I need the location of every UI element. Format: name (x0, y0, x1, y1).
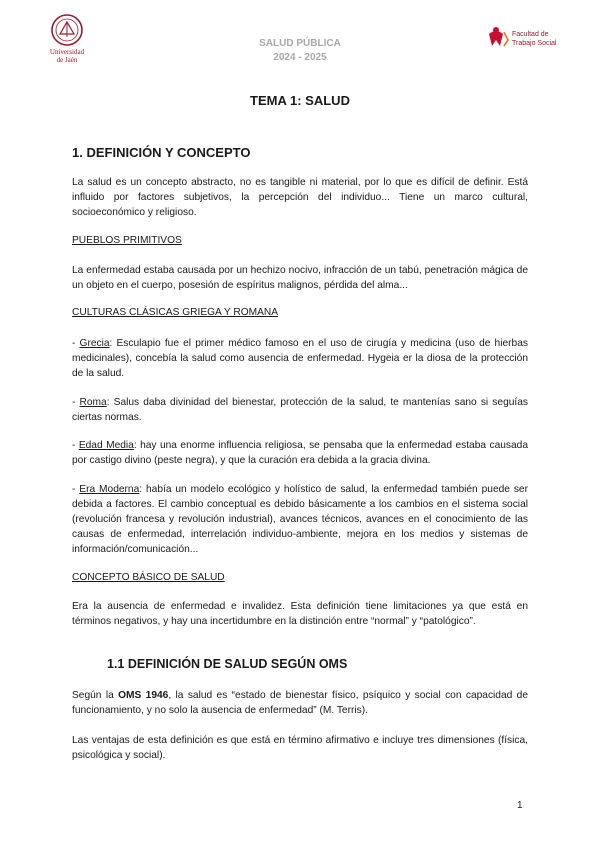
subheading-concepto: CONCEPTO BÁSICO DE SALUD (72, 572, 225, 583)
grecia-text: : Esculapio fue el primer médico famoso en el uso de cirugía y medicina (uso de hierbas medicinales), concebía la salud como ausencia de enfermedad. Hygeia er la diosa de la protección de la salud. (72, 338, 528, 379)
subheading-pueblos: PUEBLOS PRIMITIVOS (72, 235, 182, 246)
edad-media-label: Edad Media (78, 440, 134, 451)
intro-paragraph: La salud es un concepto abstracto, no es tangible ni material, por lo que es difícil de definir. Está influido por factores subjetivos, la percepción del individuo... Tiene un marco cultural, socioeconómico y religioso. (72, 177, 528, 218)
subheading-culturas: CULTURAS CLÁSICAS GRIEGA Y ROMANA (72, 307, 279, 318)
concepto-paragraph: Era la ausencia de enfermedad e invalidez. Esta definición tiene limitaciones ya que está en términos negativos, y hay una incertidumbre en la distinción entre “normal” y “patológico”. (72, 601, 528, 627)
oms-paragraph (72, 688, 528, 718)
oms-bold: OMS 1946 (118, 690, 169, 701)
oms-text: , la salud es “estado de bienestar físico, psíquico y social con capacidad de funcionamiento, y no solo la ausencia de enfermedad” (M. Terris). (72, 690, 528, 716)
ventajas-paragraph: Las ventajas de esta definición es que está en término afirmativo e incluye tres dimensiones (física, psicológica y social). (72, 735, 528, 761)
grecia-label: Grecia (79, 338, 110, 349)
faculty-text-line1: Facultad de (512, 31, 549, 38)
roma-label: Roma (79, 397, 107, 408)
grecia-paragraph: - Grecia: Esculapio fue el primer médico famoso en el uso de cirugía y medicina (uso de hierbas medicinales), concebía la salud como ausencia de enfermedad. Hygeia er la diosa de la protección de la salud. (72, 338, 528, 379)
oms-prefix: Según la (72, 690, 119, 701)
faculty-logo (486, 24, 574, 50)
page-number: 1 (517, 800, 523, 811)
course-year: 2024 - 2025 (273, 52, 327, 63)
roma-text: : Salus daba divinidad del bienestar, protección de la salud, te mantenías sano si seguías ciertas normas. (72, 397, 528, 423)
era-moderna-paragraph: - Era Moderna: había un modelo ecológico y holístico de salud, la enfermedad también puede ser debida a factores. El cambio conceptual es debido básicamente a los cambios en el sistema social (revolución francesa y revolución industrial), avances técnicos, avances en el conocimiento de las causas de enfermedad, interrelación individuo-ambiente, mejora en los medios y sistemas de información/comunicación... (72, 484, 528, 555)
roma-paragraph: - Roma: Salus daba divinidad del bienestar, protección de la salud, te mantenías sano si seguías ciertas normas. (72, 397, 528, 423)
faculty-text-line2: Trabajo Social (512, 40, 557, 47)
pueblos-paragraph: La enfermedad estaba causada por un hechizo nocivo, infracción de un tabú, penetración mágica de un objeto en el cuerpo, posesión de espíritus malignos, pérdida del alma... (72, 265, 528, 291)
era-moderna-label: Era Moderna (79, 484, 140, 495)
logo-text-line1: Universidad (49, 48, 85, 56)
section-heading-1: 1. DEFINICIÓN Y CONCEPTO (72, 145, 251, 160)
edad-media-paragraph: - Edad Media: hay una enorme influencia religiosa, se pensaba que la enfermedad estaba causada por castigo divino (peste negra), y que la curación era debida a la gracia divina. (72, 440, 528, 466)
edad-media-text: : hay una enorme influencia religiosa, se pensaba que la enfermedad estaba causada por castigo divino (peste negra), y que la curación era debida a la gracia divina. (72, 440, 528, 466)
section-heading-1-1: 1.1 DEFINICIÓN DE SALUD SEGÚN OMS (107, 657, 348, 671)
era-moderna-text: : había un modelo ecológico y holístico de salud, la enfermedad también puede ser debida a factores. El cambio conceptual es debido básicamente a los cambios en el sistema social (revolución francesa y revolución industrial), avances técnicos, avances en el conocimiento de las causas de enfermedad, interrelación individuo-ambiente, mejora en los medios y sistemas de información/comunicación... (72, 484, 528, 555)
logo-text-line2: de Jaén (56, 56, 78, 64)
course-name: SALUD PÚBLICA (259, 38, 341, 49)
page-title: TEMA 1: SALUD (250, 93, 350, 108)
